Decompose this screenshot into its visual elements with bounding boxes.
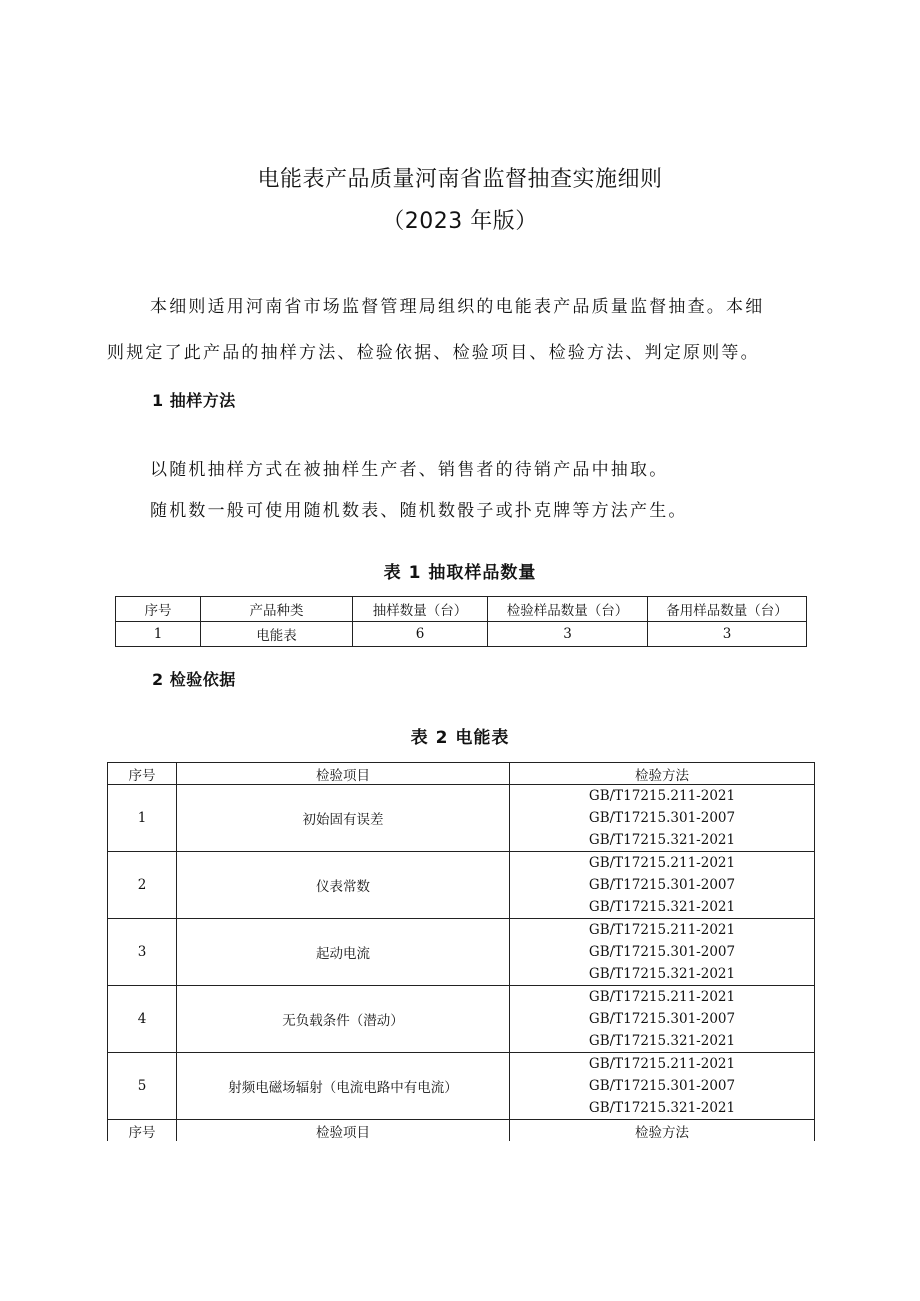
header-cell: 序号	[108, 1120, 177, 1142]
table-cell: 1	[116, 622, 201, 647]
inspection-method-cell	[510, 785, 815, 852]
row-number-cell: 4	[108, 986, 177, 1053]
standard-number: GB/T17215.301-2007	[588, 1078, 736, 1094]
document-title: 电能表产品质量河南省监督抽查实施细则	[257, 167, 663, 192]
row-number-cell: 5	[108, 1053, 177, 1120]
sample-quantity-table	[115, 596, 807, 647]
standard-number: GB/T17215.301-2007	[588, 944, 736, 960]
section-2-heading: 2 检验依据	[152, 670, 236, 689]
intro-paragraph-line-2: 则规定了此产品的抽样方法、检验依据、检验项目、检验方法、判定原则等。	[107, 343, 760, 363]
header-cell: 备用样品数量（台）	[648, 597, 807, 622]
inspection-item-cell: 射频电磁场辐射（电流电路中有电流）	[177, 1053, 510, 1120]
inspection-method-cell	[510, 919, 815, 986]
row-number-cell: 1	[108, 785, 177, 852]
table-header-row	[108, 763, 815, 785]
header-cell: 检验项目	[177, 1120, 510, 1142]
standard-number: GB/T17215.321-2021	[588, 1033, 736, 1049]
inspection-method-cell	[510, 852, 815, 919]
document-subtitle: （2023 年版）	[382, 209, 538, 234]
header-cell: 抽样数量（台）	[353, 597, 488, 622]
inspection-item-cell: 无负载条件（潜动）	[177, 986, 510, 1053]
table-cell: 3	[488, 622, 648, 647]
inspection-method-cell	[510, 986, 815, 1053]
standard-number: GB/T17215.321-2021	[588, 899, 736, 915]
table-row	[108, 919, 815, 986]
table-header-row	[116, 597, 807, 622]
table-cell: 3	[648, 622, 807, 647]
table-row	[108, 785, 815, 852]
standard-number: GB/T17215.211-2021	[588, 788, 736, 804]
row-number-cell: 2	[108, 852, 177, 919]
table-row	[108, 852, 815, 919]
inspection-item-cell: 仪表常数	[177, 852, 510, 919]
header-cell: 产品种类	[201, 597, 353, 622]
standard-number: GB/T17215.211-2021	[588, 1056, 736, 1072]
inspection-method-cell	[510, 1053, 815, 1120]
standard-number: GB/T17215.211-2021	[588, 922, 736, 938]
header-cell: 序号	[116, 597, 201, 622]
table-cell: 6	[353, 622, 488, 647]
section-1-heading: 1 抽样方法	[152, 391, 236, 410]
table-row	[116, 622, 807, 647]
standard-number: GB/T17215.321-2021	[588, 966, 736, 982]
table-row	[108, 986, 815, 1053]
table-footer-header-row	[108, 1120, 815, 1142]
standard-number: GB/T17215.301-2007	[588, 810, 736, 826]
header-cell: 检验项目	[177, 763, 510, 785]
section-1-line-2: 随机数一般可使用随机数表、随机数骰子或扑克牌等方法产生。	[150, 501, 688, 521]
section-1-line-1: 以随机抽样方式在被抽样生产者、销售者的待销产品中抽取。	[150, 460, 669, 480]
standard-number: GB/T17215.321-2021	[588, 1100, 736, 1116]
intro-paragraph-line-1: 本细则适用河南省市场监督管理局组织的电能表产品质量监督抽查。本细	[150, 297, 765, 317]
header-cell: 检验样品数量（台）	[488, 597, 648, 622]
inspection-table	[107, 762, 815, 1141]
standard-number: GB/T17215.301-2007	[588, 1011, 736, 1027]
table-cell: 电能表	[201, 622, 353, 647]
standard-number: GB/T17215.301-2007	[588, 877, 736, 893]
standard-number: GB/T17215.321-2021	[588, 832, 736, 848]
standard-number: GB/T17215.211-2021	[588, 989, 736, 1005]
table-2-caption: 表 2 电能表	[410, 728, 510, 748]
standard-number: GB/T17215.211-2021	[588, 855, 736, 871]
table-row	[108, 1053, 815, 1120]
header-cell: 检验方法	[510, 763, 815, 785]
header-cell: 检验方法	[510, 1120, 815, 1142]
inspection-item-cell: 起动电流	[177, 919, 510, 986]
table-1-caption: 表 1 抽取样品数量	[383, 563, 537, 583]
header-cell: 序号	[108, 763, 177, 785]
inspection-item-cell: 初始固有误差	[177, 785, 510, 852]
row-number-cell: 3	[108, 919, 177, 986]
